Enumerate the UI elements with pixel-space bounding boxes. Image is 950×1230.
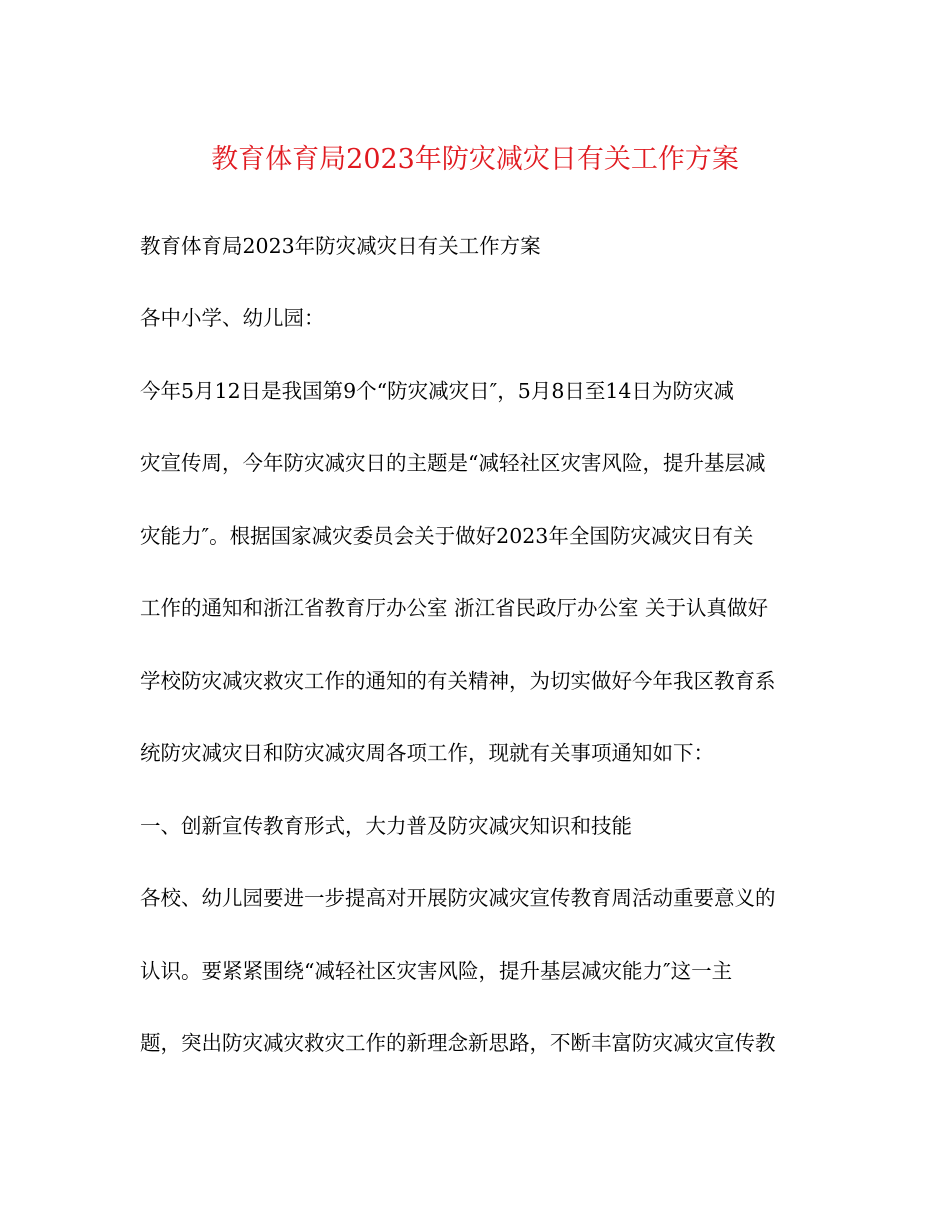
body-line: 灾能力″。根据国家减灾委员会关于做好2023年全国防灾减灾日有关 <box>140 524 754 548</box>
body-line: 工作的通知和浙江省教育厅办公室 浙江省民政厅办公室 关于认真做好 <box>140 596 769 620</box>
body-line: 学校防灾减灾救灾工作的通知的有关精神，为切实做好今年我区教育系 <box>140 669 776 693</box>
body-line: 认识。要紧紧围绕“减轻社区灾害风险，提升基层减灾能力″这一主 <box>140 959 733 983</box>
body-line-salutation: 各中小学、幼儿园： <box>140 306 325 330</box>
body-line: 题，突出防灾减灾救灾工作的新理念新思路，不断丰富防灾减灾宣传教 <box>140 1031 776 1055</box>
body-line-heading: 教育体育局2023年防灾减灾日有关工作方案 <box>140 234 541 258</box>
document-title: 教育体育局2023年防灾减灾日有关工作方案 <box>211 144 739 175</box>
body-line: 各校、幼儿园要进一步提高对开展防灾减灾宣传教育周活动重要意义的 <box>140 886 776 910</box>
section-heading: 一、创新宣传教育形式，大力普及防灾减灾知识和技能 <box>140 814 632 838</box>
body-line: 统防灾减灾日和防灾减灾周各项工作，现就有关事项通知如下： <box>140 741 714 765</box>
body-line: 灾宣传周，今年防灾减灾日的主题是“减轻社区灾害风险，提升基层减 <box>140 451 766 475</box>
body-line: 今年5月12日是我国第9个“防灾减灾日″，5月8日至14日为防灾减 <box>140 379 734 403</box>
